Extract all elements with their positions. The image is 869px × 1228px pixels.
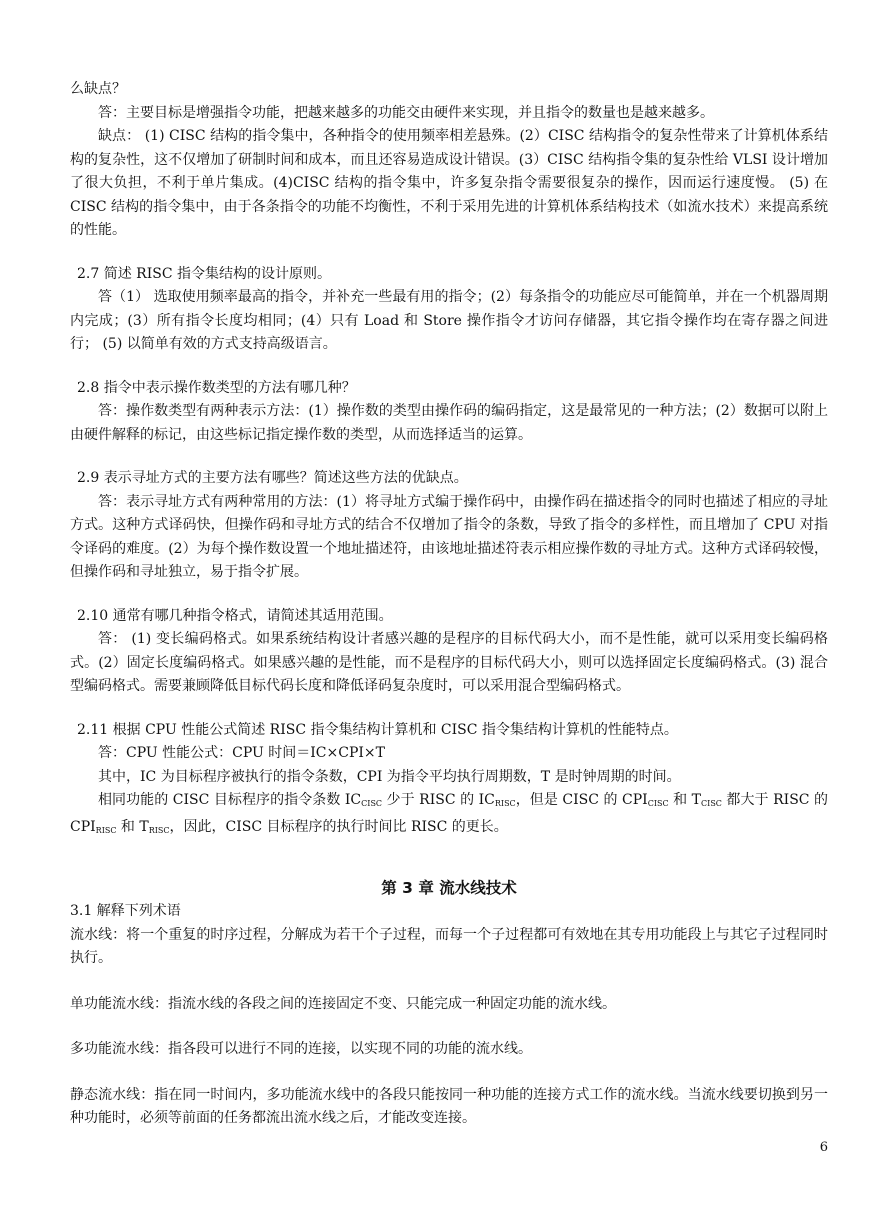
term-single-function: 单功能流水线：指流水线的各段之间的连接固定不变、只能完成一种固定功能的流水线。 — [70, 995, 616, 1012]
question-2-9: 2.9 表示寻址方式的主要方法有哪些？简述这些方法的优缺点。 — [77, 470, 468, 486]
answer-2-11-formula: 答：CPU 性能公式：CPU 时间＝IC×CPI×T — [98, 745, 385, 761]
document-page — [70, 78, 828, 1131]
answer-cons: 缺点： (1) CISC 结构的指令集中，各种指令的使用频率相差悬殊。(2）CISC 结构指令的复杂性带来了计算机体系结构的复杂性，这不仅增加了研制时间和成本，而且还容易造成设计错误。(3）CISC 结构指令集的复杂性给 VLSI 设计增加了很大负担，不利于单片集成。(4)CISC 结构的指令集中，许多复杂指令需要很复杂的操作，因而运行速度慢。 (5) 在 CISC 结构的指令集中，由于各条指令的功能不均衡性，不利于采用先进的计算机体系结构技术（如流水技术）来提高系统的性能。 — [70, 128, 828, 238]
page-number: 6 — [819, 1140, 828, 1155]
answer-2-11-explain: 其中，IC 为目标程序被执行的指令条数，CPI 为指令平均执行周期数，T 是时钟周期的时间。 — [98, 768, 681, 785]
question-2-10: 2.10 通常有哪几种指令格式，请简述其适用范围。 — [77, 607, 393, 624]
answer-2-7: 答（1） 选取使用频率最高的指令，并补充一些最有用的指令；(2）每条指令的功能应尽可能简单，并在一个机器周期内完成；(3）所有指令长度均相同；(4）只有 Load 和 Store 操作指令才访问存储器，其它指令操作均在寄存器之间进行； (5) 以简单有效的方式支持高级语言。 — [70, 289, 828, 352]
question-3-1: 3.1 解释下列术语 — [70, 903, 181, 919]
term-pipeline: 流水线：将一个重复的时序过程，分解成为若干个子过程，而每一个子过程都可有效地在其专用功能段上与其它子过程同时执行。 — [70, 926, 828, 966]
term-static-pipeline: 静态流水线：指在同一时间内，多功能流水线中的各段只能按同一种功能的连接方式工作的流水线。当流水线要切换到另一种功能时，必须等前面的任务都流出流水线之后，才能改变连接。 — [70, 1086, 828, 1126]
answer-2-11-compare: 相同功能的 CISC 目标程序的指令条数 $IC_{CISC}$ 少于 RISC 的 $IC_{RISC}$，但是 CISC 的 $CPI_{CISC}$ 和 $T_{CISC}$ 都大于 RISC 的 $CPI_{RISC}$ 和 $T_{RISC}$，因此，CISC 目标程序的执行时间比 RISC 的更长。 — [70, 792, 829, 835]
paragraph-tail: 么缺点？ — [70, 81, 126, 97]
answer-goal: 答：主要目标是增强指令功能，把越来越多的功能交由硬件来实现，并且指令的数量也是越来越多。 — [98, 104, 714, 121]
question-2-8: 2.8 指令中表示操作数类型的方法有哪几种？ — [77, 379, 356, 396]
term-multi-function: 多功能流水线：指各段可以进行不同的连接，以实现不同的功能的流水线。 — [70, 1041, 532, 1057]
answer-2-9: 答：表示寻址方式有两种常用的方法：(1）将寻址方式编于操作码中，由操作码在描述指令的同时也描述了相应的寻址方式。这种方式译码快，但操作码和寻址方式的结合不仅增加了指令的条数，导致了指令的多样性，而且增加了 CPU 对指令译码的难度。(2）为每个操作数设置一个地址描述符，由该地址描述符表示相应操作数的寻址方式。这种方式译码较慢，但操作码和寻址独立，易于指令扩展。 — [70, 493, 828, 580]
answer-2-10: 答： (1) 变长编码格式。如果系统结构设计者感兴趣的是程序的目标代码大小，而不是性能，就可以采用变长编码格式。(2）固定长度编码格式。如果感兴趣的是性能，而不是程序的目标代码大小，则可以选择固定长度编码格式。(3) 混合型编码格式。需要兼顾降低目标代码长度和降低译码复杂度时，可以采用混合型编码格式。 — [70, 631, 828, 694]
question-2-7: 2.7 简述 RISC 指令集结构的设计原则。 — [77, 265, 331, 282]
answer-2-8: 答：操作数类型有两种表示方法：(1）操作数的类型由操作码的编码指定，这是最常见的一种方法；(2）数据可以附上由硬件解释的标记，由这些标记指定操作数的类型，从而选择适当的运算。 — [70, 403, 828, 443]
chapter-title: 第 3 章 流水线技术 — [381, 879, 517, 897]
question-2-11: 2.11 根据 CPU 性能公式简述 RISC 指令集结构计算机和 CISC 指令集结构计算机的性能特点。 — [77, 721, 678, 738]
